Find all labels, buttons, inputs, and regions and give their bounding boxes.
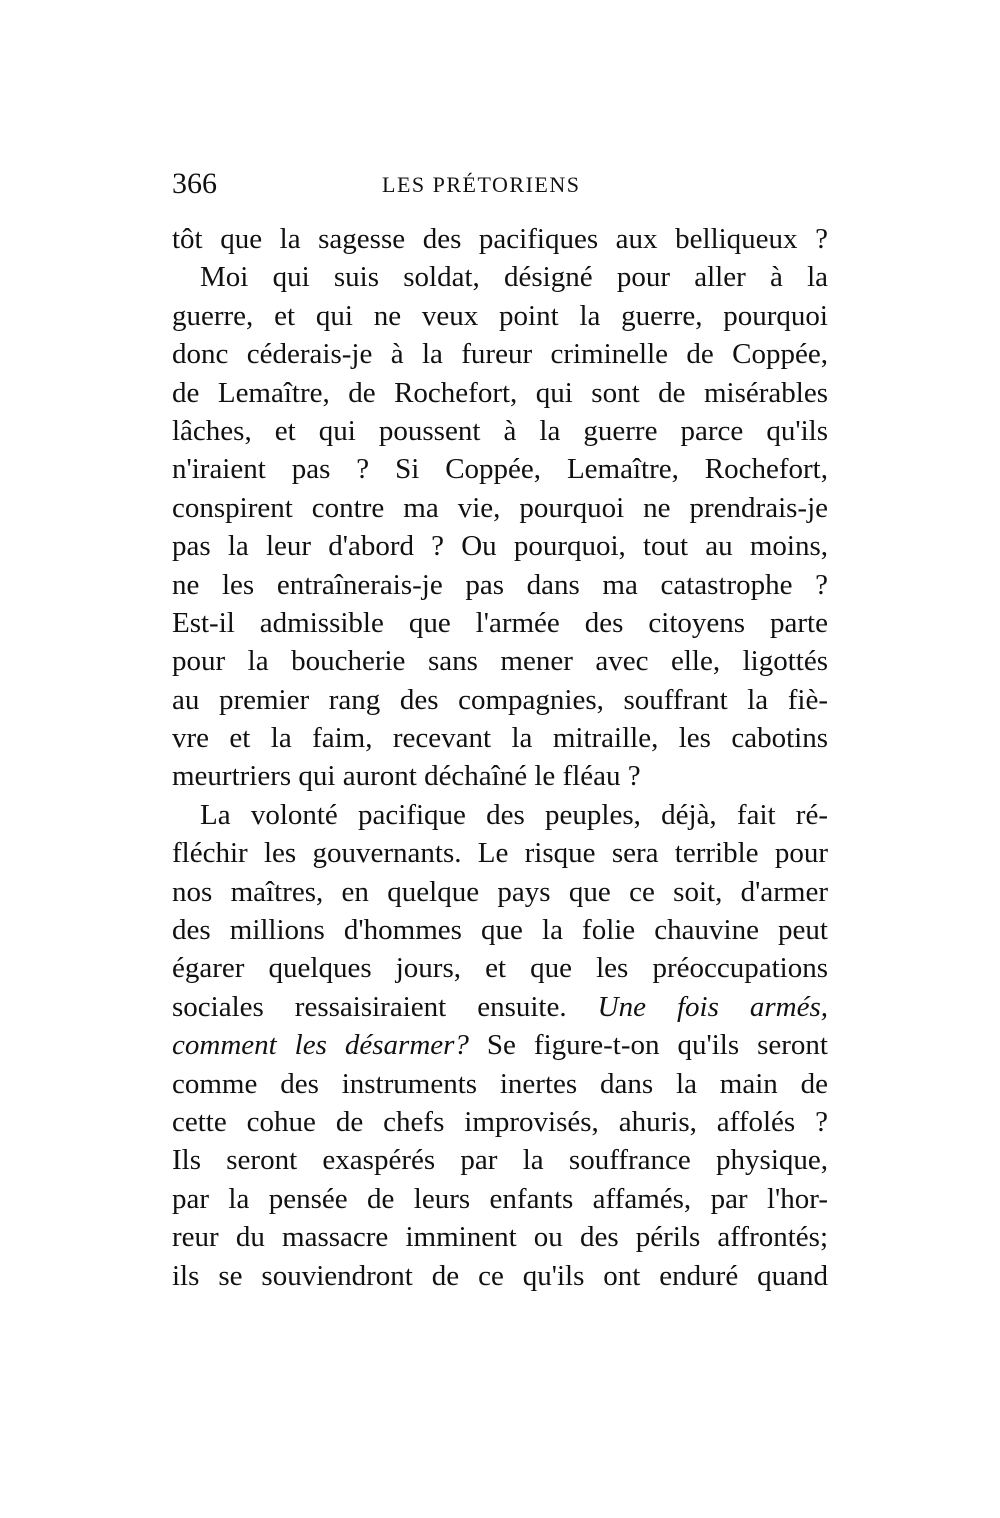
text-line: nos maîtres, en quelque pays que ce soit, d'armer <box>172 875 828 908</box>
text-line: cette cohue de chefs improvisés, ahuris, affolés ? <box>172 1105 828 1138</box>
running-head <box>172 166 828 202</box>
text-line: Est-il admissible que l'armée des citoyens parte <box>172 606 828 639</box>
text-line: ne les entraînerais-je pas dans ma catastrophe ? <box>172 568 828 601</box>
text-line: reur du massacre imminent ou des périls affrontés; <box>172 1221 828 1254</box>
text-line: pas la leur d'abord ? Ou pourquoi, tout au moins, <box>172 530 828 563</box>
text-line: comme des instruments inertes dans la main de <box>172 1067 828 1100</box>
text-line: au premier rang des compagnies, souffrant la fiè- <box>172 683 828 716</box>
italic-phrase: comment les désarmer? <box>172 1029 469 1062</box>
text-segment: Se figure-t-on qu'ils seront <box>486 1029 828 1062</box>
text-line: ils se souviendront de ce qu'ils ont enduré quand <box>172 1259 828 1292</box>
text-line: donc céderais-je à la fureur criminelle de Coppée, <box>172 338 828 371</box>
text-line: conspirent contre ma vie, pourquoi ne prendrais-je <box>172 491 828 524</box>
text-line: égarer quelques jours, et que les préoccupations <box>172 952 828 985</box>
text-line: pour la boucherie sans mener avec elle, ligottés <box>172 645 828 678</box>
paragraph-end-line: meurtriers qui auront déchaîné le fléau ? <box>172 760 641 793</box>
text-line: vre et la faim, recevant la mitraille, les cabotins <box>172 722 828 755</box>
text-line: guerre, et qui ne veux point la guerre, pourquoi <box>172 299 828 332</box>
running-title: LES PRÉTORIENS <box>382 172 581 197</box>
text-line: des millions d'hommes que la folie chauvine peut <box>172 914 828 947</box>
text-line: par la pensée de leurs enfants affamés, par l'hor- <box>172 1182 828 1215</box>
text-segment: sociales ressaisiraient ensuite. <box>172 990 567 1023</box>
text-line: tôt que la sagesse des pacifiques aux belliqueux ? <box>172 223 828 255</box>
paragraph-start-line: La volonté pacifique des peuples, déjà, fait ré- <box>200 798 828 831</box>
text-line: Ils seront exaspérés par la souffrance physique, <box>172 1144 828 1177</box>
italic-phrase: Une fois armés, <box>597 990 828 1023</box>
page-number: 366 <box>172 167 217 200</box>
text-line-mixed <box>172 988 828 1026</box>
text-line: de Lemaître, de Rochefort, qui sont de misérables <box>172 376 828 409</box>
paragraph-start-line: Moi qui suis soldat, désigné pour aller à la <box>200 261 828 294</box>
text-line: n'iraient pas ? Si Coppée, Lemaître, Rochefort, <box>172 453 828 486</box>
text-line: lâches, et qui poussent à la guerre parce qu'ils <box>172 414 828 447</box>
body-text <box>172 220 828 1295</box>
text-line-mixed <box>172 1026 828 1064</box>
text-line: fléchir les gouvernants. Le risque sera terrible pour <box>172 837 828 870</box>
